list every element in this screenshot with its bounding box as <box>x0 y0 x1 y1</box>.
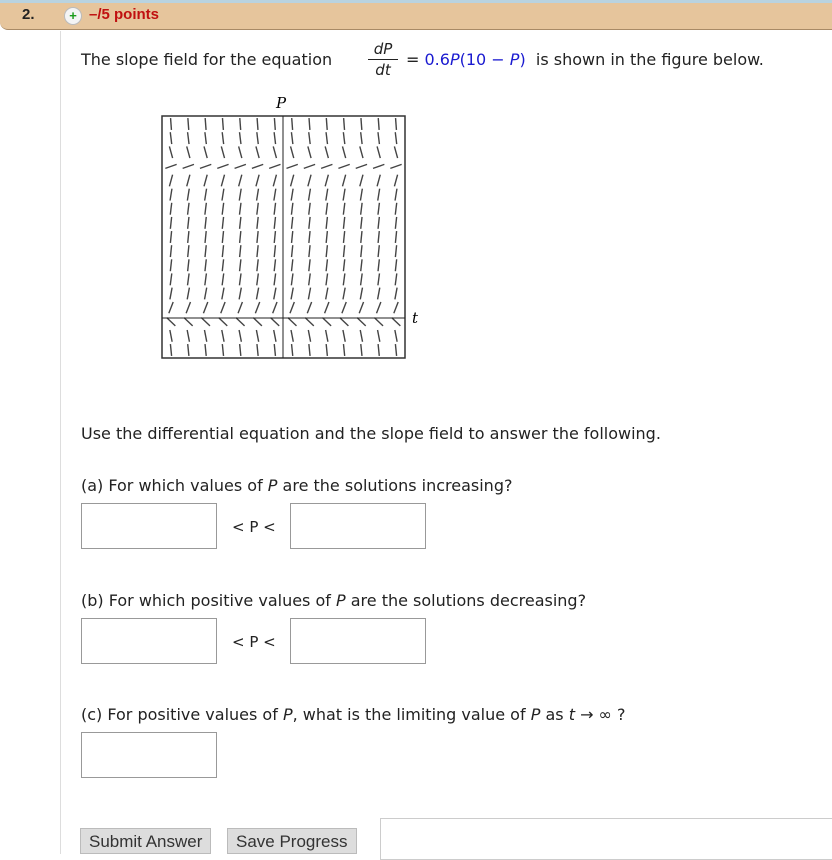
slope-segment <box>291 146 294 158</box>
slope-segment <box>240 245 241 257</box>
slope-segment <box>205 344 206 356</box>
part-b-question: (b) For which positive values of P are the solutions decreasing? <box>81 591 587 610</box>
slope-segment <box>356 164 367 168</box>
slope-segment <box>257 118 258 130</box>
slope-segment <box>257 273 259 285</box>
slope-segment <box>205 259 206 271</box>
slope-segment <box>201 318 210 326</box>
slope-segment <box>188 273 190 285</box>
slope-segment <box>167 318 176 326</box>
slope-segment <box>291 273 293 285</box>
slope-segment <box>187 146 190 158</box>
slope-segment <box>274 245 275 257</box>
slope-segment <box>322 318 331 326</box>
slope-segment <box>395 132 396 144</box>
slope-segment <box>239 330 241 342</box>
slope-segment <box>221 146 224 158</box>
derivative-fraction: dP dt <box>368 40 398 79</box>
slope-segment <box>308 288 310 300</box>
slope-segment <box>394 302 398 313</box>
slope-segment <box>240 203 241 215</box>
slope-segment <box>183 164 194 168</box>
slope-segment <box>255 302 259 313</box>
slope-segment <box>326 189 328 201</box>
slope-segment <box>222 330 224 342</box>
slope-segment <box>378 189 380 201</box>
slope-segment <box>236 318 245 326</box>
slope-segment <box>395 330 397 342</box>
slope-segment <box>205 118 206 130</box>
slope-segment <box>291 203 292 215</box>
slope-segment <box>186 302 190 313</box>
slope-segment <box>205 288 207 300</box>
slope-segment <box>360 330 362 342</box>
slope-segment <box>269 164 280 168</box>
slope-segment <box>170 132 171 144</box>
slope-segment <box>188 259 189 271</box>
slope-segment <box>170 259 171 271</box>
slope-segment <box>291 175 294 187</box>
slope-segment <box>188 231 189 243</box>
slope-segment <box>205 203 206 215</box>
slope-segment <box>361 132 362 144</box>
slope-segment <box>361 259 362 271</box>
slope-segment <box>309 203 310 215</box>
slope-segment <box>219 318 228 326</box>
slope-segment <box>274 118 275 130</box>
slope-segment <box>222 231 223 243</box>
slope-segment <box>292 118 293 130</box>
slope-segment <box>360 175 363 187</box>
slope-segment <box>340 318 349 326</box>
slope-segment <box>378 330 380 342</box>
slope-segment <box>187 288 189 300</box>
slope-segment <box>325 302 329 313</box>
slope-segment <box>326 344 327 356</box>
slope-segment <box>343 231 344 243</box>
slope-segment <box>203 302 207 313</box>
points-label: –/5 points <box>89 6 160 23</box>
slope-segment <box>170 203 171 215</box>
slope-segment <box>360 189 362 201</box>
slope-segment <box>274 231 275 243</box>
slope-segment <box>170 288 172 300</box>
slope-segment <box>378 132 379 144</box>
slope-segment <box>274 132 275 144</box>
slope-segment <box>205 132 206 144</box>
slope-segment <box>394 175 397 187</box>
slope-segment <box>274 203 275 215</box>
slope-segment <box>343 245 344 257</box>
slope-segment <box>326 217 327 229</box>
slope-segment <box>188 132 189 144</box>
part-c-input[interactable] <box>81 732 217 778</box>
slope-segment <box>240 118 241 130</box>
slope-segment <box>257 259 258 271</box>
slope-segment <box>395 245 396 257</box>
slope-segment <box>239 288 241 300</box>
instructions: Use the differential equation and the slope field to answer the following. <box>81 424 661 443</box>
slope-segment <box>170 273 172 285</box>
slope-segment <box>204 146 207 158</box>
slope-segment <box>326 118 327 130</box>
slope-segment <box>360 288 362 300</box>
slope-segment <box>360 146 363 158</box>
slope-segment <box>274 330 276 342</box>
slope-segment <box>257 203 258 215</box>
slope-segment <box>373 164 384 168</box>
inequality-label: < P < <box>232 518 276 536</box>
slope-segment <box>292 344 293 356</box>
slope-segment <box>305 318 314 326</box>
slope-segment <box>361 245 362 257</box>
slope-segment <box>257 132 258 144</box>
slope-segment <box>205 189 207 201</box>
slope-segment <box>205 217 206 229</box>
p-axis-label: P <box>276 94 287 112</box>
slope-segment <box>309 231 310 243</box>
slope-segment <box>309 118 310 130</box>
slope-segment <box>326 132 327 144</box>
slope-segment <box>170 217 171 229</box>
slope-segment <box>257 245 258 257</box>
divider <box>60 31 61 854</box>
slope-segment <box>378 288 380 300</box>
slope-segment <box>240 132 241 144</box>
slope-segment <box>309 245 310 257</box>
slope-segment <box>396 118 397 130</box>
slope-segment <box>187 189 189 201</box>
slope-segment <box>390 164 401 168</box>
slope-segment <box>395 189 397 201</box>
slope-segment <box>326 259 327 271</box>
slope-segment <box>256 175 259 187</box>
slope-segment <box>343 259 344 271</box>
slope-segment <box>309 132 310 144</box>
slope-segment <box>343 189 345 201</box>
save-progress-button[interactable]: Save Progress <box>227 828 357 854</box>
slope-segment <box>394 146 397 158</box>
slope-segment <box>304 164 315 168</box>
question-header <box>0 0 832 30</box>
slope-segment <box>222 344 223 356</box>
slope-segment <box>239 175 242 187</box>
slope-segment <box>357 318 366 326</box>
slope-segment <box>308 175 311 187</box>
inequality-label: < P < <box>232 633 276 651</box>
slope-segment <box>361 344 362 356</box>
slope-segment <box>292 245 293 257</box>
slope-segment <box>239 146 242 158</box>
slope-segment <box>235 164 246 168</box>
slope-segment <box>274 189 276 201</box>
slope-segment <box>170 189 172 201</box>
slope-segment <box>273 146 276 158</box>
slope-segment <box>204 330 206 342</box>
slope-segment <box>395 203 396 215</box>
slope-segment <box>342 146 345 158</box>
slope-segment <box>257 344 258 356</box>
slope-segment <box>256 146 259 158</box>
slope-segment <box>378 259 379 271</box>
slope-segment <box>205 245 206 257</box>
part-a-lower-input[interactable] <box>81 503 217 549</box>
slope-segment <box>343 288 345 300</box>
slope-segment <box>222 259 223 271</box>
slope-segment <box>292 217 293 229</box>
slope-segment <box>188 118 189 130</box>
slope-segment <box>204 175 207 187</box>
slope-segment <box>321 164 332 168</box>
slope-segment <box>392 318 401 326</box>
slope-segment <box>378 273 380 285</box>
slope-segment <box>361 203 362 215</box>
slope-segment <box>378 203 379 215</box>
part-b-upper-input[interactable] <box>290 618 426 664</box>
slope-segment <box>342 175 345 187</box>
slope-segment <box>309 259 310 271</box>
slope-segment <box>307 302 311 313</box>
slope-segment <box>252 164 263 168</box>
slope-segment <box>286 164 297 168</box>
slope-segment <box>274 259 275 271</box>
slope-segment <box>343 330 345 342</box>
slope-segment <box>274 273 276 285</box>
slope-segment <box>169 146 172 158</box>
slope-segment <box>291 259 292 271</box>
slope-segment <box>205 231 206 243</box>
slope-segment <box>290 302 294 313</box>
slope-segment <box>291 288 293 300</box>
slope-segment <box>222 118 223 130</box>
part-a-upper-input[interactable] <box>290 503 426 549</box>
slope-segment <box>343 217 344 229</box>
slope-segment <box>187 175 190 187</box>
slope-segment <box>240 231 241 243</box>
slope-segment <box>256 330 258 342</box>
slope-segment <box>326 288 328 300</box>
slope-segment <box>274 288 276 300</box>
slope-segment <box>342 302 346 313</box>
slope-segment <box>395 231 396 243</box>
slope-segment <box>188 344 189 356</box>
slope-segment <box>188 245 189 257</box>
slope-segment <box>326 203 327 215</box>
slope-segment <box>274 344 275 356</box>
slope-segment <box>165 164 176 168</box>
slope-segment <box>291 330 293 342</box>
slope-segment <box>309 344 310 356</box>
slope-segment <box>171 118 172 130</box>
plus-circle-icon[interactable]: + <box>64 7 82 25</box>
slope-segment <box>291 189 293 201</box>
slope-segment <box>273 175 276 187</box>
slope-segment <box>239 273 241 285</box>
slope-segment <box>256 288 258 300</box>
slope-segment <box>271 318 280 326</box>
slope-segment <box>395 217 396 229</box>
slope-segment <box>395 259 396 271</box>
question-number: 2. <box>22 6 35 23</box>
slope-segment <box>395 273 397 285</box>
slope-segment <box>361 217 362 229</box>
slope-segment <box>239 189 241 201</box>
slope-segment <box>395 344 396 356</box>
slope-segment <box>169 175 172 187</box>
slope-segment <box>343 203 344 215</box>
slope-segment <box>359 302 363 313</box>
slope-segment <box>257 189 259 201</box>
slope-segment <box>222 273 224 285</box>
slope-segment <box>292 231 293 243</box>
prompt-text: The slope field for the equation <box>81 50 333 69</box>
slope-segment <box>291 132 292 144</box>
slope-segment <box>343 273 345 285</box>
slope-segment <box>200 164 211 168</box>
slope-segment <box>325 146 328 158</box>
slope-segment <box>169 302 173 313</box>
slope-segment <box>309 189 311 201</box>
slope-segment <box>326 231 327 243</box>
slope-segment <box>308 146 311 158</box>
slope-segment <box>222 288 224 300</box>
slope-segment <box>338 164 349 168</box>
slope-segment <box>170 231 171 243</box>
slope-segment <box>309 273 311 285</box>
slope-segment <box>378 245 379 257</box>
slope-segment <box>377 302 381 313</box>
slope-segment <box>222 245 223 257</box>
slope-field-figure <box>150 90 430 380</box>
slope-segment <box>170 330 172 342</box>
slope-segment <box>240 344 241 356</box>
slope-segment <box>273 302 277 313</box>
slope-segment <box>326 245 327 257</box>
slope-segment <box>378 231 379 243</box>
slope-segment <box>170 245 171 257</box>
slope-segment <box>395 288 397 300</box>
slope-segment <box>378 344 379 356</box>
slope-segment <box>184 318 193 326</box>
slope-segment <box>188 217 189 229</box>
slope-segment <box>222 132 223 144</box>
equation-rhs: = 0.6P(10 − P) is shown in the figure below. <box>406 50 764 69</box>
slope-segment <box>170 344 171 356</box>
slope-segment <box>343 132 344 144</box>
slope-segment <box>253 318 262 326</box>
slope-segment <box>238 302 242 313</box>
slope-segment <box>221 302 225 313</box>
part-c-question: (c) For positive values of P, what is the limiting value of P as t → ∞ ? <box>81 705 626 724</box>
slope-segment <box>309 217 310 229</box>
slope-segment <box>377 146 380 158</box>
slope-segment <box>377 175 380 187</box>
slope-segment <box>205 273 207 285</box>
slope-segment <box>187 330 189 342</box>
slope-segment <box>344 118 345 130</box>
slope-segment <box>188 203 189 215</box>
slope-segment <box>361 118 362 130</box>
slope-segment <box>374 318 383 326</box>
slope-segment <box>326 273 328 285</box>
slope-segment <box>343 344 344 356</box>
t-axis-label: t <box>412 309 419 327</box>
slope-segment <box>222 217 223 229</box>
slope-segment <box>326 330 328 342</box>
submit-answer-button[interactable]: Submit Answer <box>80 828 211 854</box>
slope-segment <box>288 318 297 326</box>
slope-segment <box>361 273 363 285</box>
slope-segment <box>240 217 241 229</box>
slope-segment <box>222 203 223 215</box>
slope-segment <box>257 231 258 243</box>
slope-segment <box>361 231 362 243</box>
slope-segment <box>308 330 310 342</box>
slope-segment <box>221 175 224 187</box>
slope-segment <box>240 259 241 271</box>
slope-segment <box>378 217 379 229</box>
slope-segment <box>325 175 328 187</box>
part-b-lower-input[interactable] <box>81 618 217 664</box>
slope-segment <box>257 217 258 229</box>
slope-segment <box>378 118 379 130</box>
slope-segment <box>222 189 224 201</box>
slope-segment <box>217 164 228 168</box>
slope-segment <box>274 217 275 229</box>
part-a-question: (a) For which values of P are the solutions increasing? <box>81 476 513 495</box>
